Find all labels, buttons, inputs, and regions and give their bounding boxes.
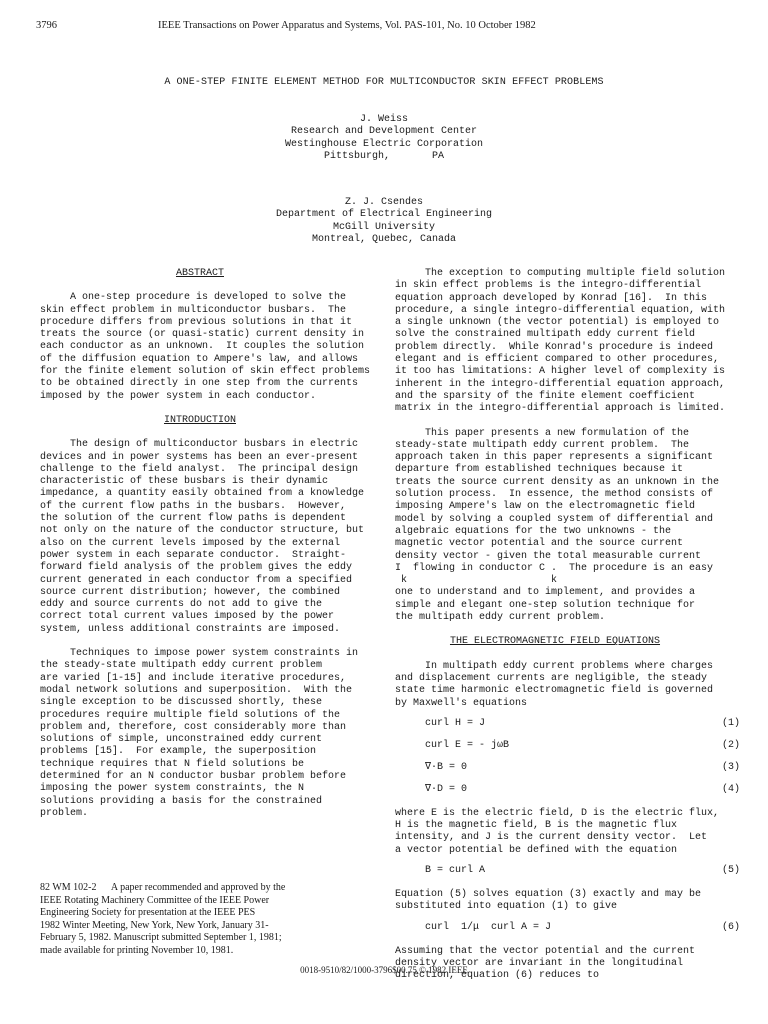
equation-number: (4) xyxy=(721,783,740,795)
author-affiliation-line: Research and Development Center xyxy=(290,126,478,138)
intro-paragraph-1: The design of multiconductor busbars in electric devices and in power systems has been an ever-present challenge to the field analyst. The principal design characteristic of these busbars is their dynamic impedance, a quantity easily obtained from a knowledge of the current flow paths in the busbars. However, the solution of the current flow paths is dependent not only on the nature of the conductor structure, but also on the current levels imposed by the external power system in each separate conductor. Straight- forward field analysis of the problem gives the eddy current generated in each conductor from a specified source current distribution; however, the combined eddy and source currents do not add to give the correct total current values imposed by the power system, unless additional constraints are imposed. xyxy=(40,439,365,635)
equation-expr: ∇·D = 0 xyxy=(425,783,468,795)
equation-number: (1) xyxy=(721,717,740,729)
abstract-heading: ABSTRACT xyxy=(175,268,224,279)
equation-expr: curl 1/μ curl A = J xyxy=(425,921,552,933)
equation-number: (6) xyxy=(721,921,740,933)
equation-expr: ∇·B = 0 xyxy=(425,761,468,773)
author-name: J. Weiss xyxy=(359,114,408,125)
em-equations-heading: THE ELECTROMAGNETIC FIELD EQUATIONS xyxy=(449,636,661,648)
equation-expr: curl H = J xyxy=(425,717,486,729)
right-paragraph-2: This paper presents a new formulation of the steady-state multipath eddy current problem. The approach taken in this paper represents a significant departure from established techniques because it treats the source current density as an unknown in the solution process. In essence, the method consists of imposing Ampere's law on the electromagnetic field model by solving a coupled system of differential and algebraic equations for the two unknowns - the magnetic vector potential and the source current density vector - given the total measurable current I flowing in conductor C . The procedure is an easy k k one to understand and to implement, and provides a simple and elegant one-step solution technique for the multipath eddy current problem. xyxy=(395,427,720,624)
journal-line: IEEE Transactions on Power Apparatus and Systems, Vol. PAS-101, No. 10 October 1982 xyxy=(158,20,536,31)
intro-paragraph-2: Techniques to impose power system constraints in the steady-state multipath eddy current problem are varied [1-15] and include iterative procedures, modal network solutions and superposition. With the single exception to be discussed shortly, these procedures require multiple field solutions of the problem and, therefore, cost considerably more than solutions of simple, unconstrained eddy current problems [15]. For example, the superposition technique requires that N field solutions be determined for an N conductor busbar problem before imposing the power system constraints, the N solutions providing a basis for the constrained problem. xyxy=(40,648,359,819)
equation-1 xyxy=(395,717,740,734)
footnote: 82 WM 102-2 A paper recommended and approved by the IEEE Rotating Machinery Committee of the IEEE Power Engineering Society for presentation at the IEEE PES 1982 Winter Meeting, New York, New York, January 31- February 5, 1982. Manuscript submitted September 1, 1981; made available for printing November 10, 1981. xyxy=(40,882,286,956)
equation-6 xyxy=(395,921,740,938)
page-number: 3796 xyxy=(36,20,57,31)
where-text: where E is the electric field, D is the electric flux, H is the magnetic field, B is the magnetic flux intensity, and J is the current density vector. Let a vector potential be defined with the equation xyxy=(395,807,720,856)
author-affiliation-line: Department of Electrical Engineering xyxy=(275,209,493,221)
equation-4 xyxy=(395,783,740,800)
equation-5 xyxy=(395,864,740,881)
author-name: Z. J. Csendes xyxy=(344,197,423,208)
right-column xyxy=(395,268,740,982)
equation-number: (3) xyxy=(721,761,740,773)
paper-title: A ONE-STEP FINITE ELEMENT METHOD FOR MULTICONDUCTOR SKIN EFFECT PROBLEMS xyxy=(164,77,604,88)
equation-expr: B = curl A xyxy=(425,864,486,876)
equation-2 xyxy=(395,739,740,756)
equation-number: (2) xyxy=(721,739,740,751)
copyright-footer: 0018-9510/82/1000-3796$00.75 © 1982 IEEE xyxy=(300,965,468,975)
right-paragraph-1: The exception to computing multiple field solution in skin effect problems is the integro-differential equation approach developed by Konrad [16]. In this procedure, a single integro-differential equation, with a single unknown (the vector potential) is employed to solve the constrained multipath eddy current field problem directly. While Konrad's procedure is indeed elegant and is efficient compared to other procedures, it too has limitations: A higher level of complexity is inherent in the integro-differential equation approach, and the sparsity of the finite element coefficient matrix in the integro-differential approach is limited. xyxy=(395,268,726,415)
introduction-heading: INTRODUCTION xyxy=(163,414,236,426)
author-affiliation-line: Pittsburgh, PA xyxy=(323,150,445,162)
author-block-2 xyxy=(0,197,768,246)
equation-expr: curl E = - jωB xyxy=(425,739,510,751)
author-affiliation-line: Montreal, Quebec, Canada xyxy=(311,233,457,245)
equation-number: (5) xyxy=(721,864,740,876)
eq5-text: Equation (5) solves equation (3) exactly and may be substituted into equation (1) to give xyxy=(395,888,702,913)
author-affiliation-line: McGill University xyxy=(332,221,436,233)
author-affiliation-line: Westinghouse Electric Corporation xyxy=(284,138,484,150)
final-text: Assuming that the vector potential and the current density vector are invariant in the longitudinal direction, equation (6) reduces to xyxy=(395,945,696,982)
left-column xyxy=(40,268,371,820)
em-paragraph: In multipath eddy current problems where charges and displacement currents are negligible, the steady state time harmonic electromagnetic field is governed by Maxwell's equations xyxy=(395,660,714,709)
author-block-1 xyxy=(0,114,768,163)
equation-3 xyxy=(395,761,740,778)
abstract-text: A one-step procedure is developed to solve the skin effect problem in multiconductor busbars. The procedure differs from previous solutions in that it treats the source (or quasi-static) current density in each conductor as an unknown. It couples the solution of the diffusion equation to Ampere's law, and allows for the finite element solution of skin effect problems to be obtained directly in one step from the currents imposed by the power system in each conductor. xyxy=(40,292,371,402)
